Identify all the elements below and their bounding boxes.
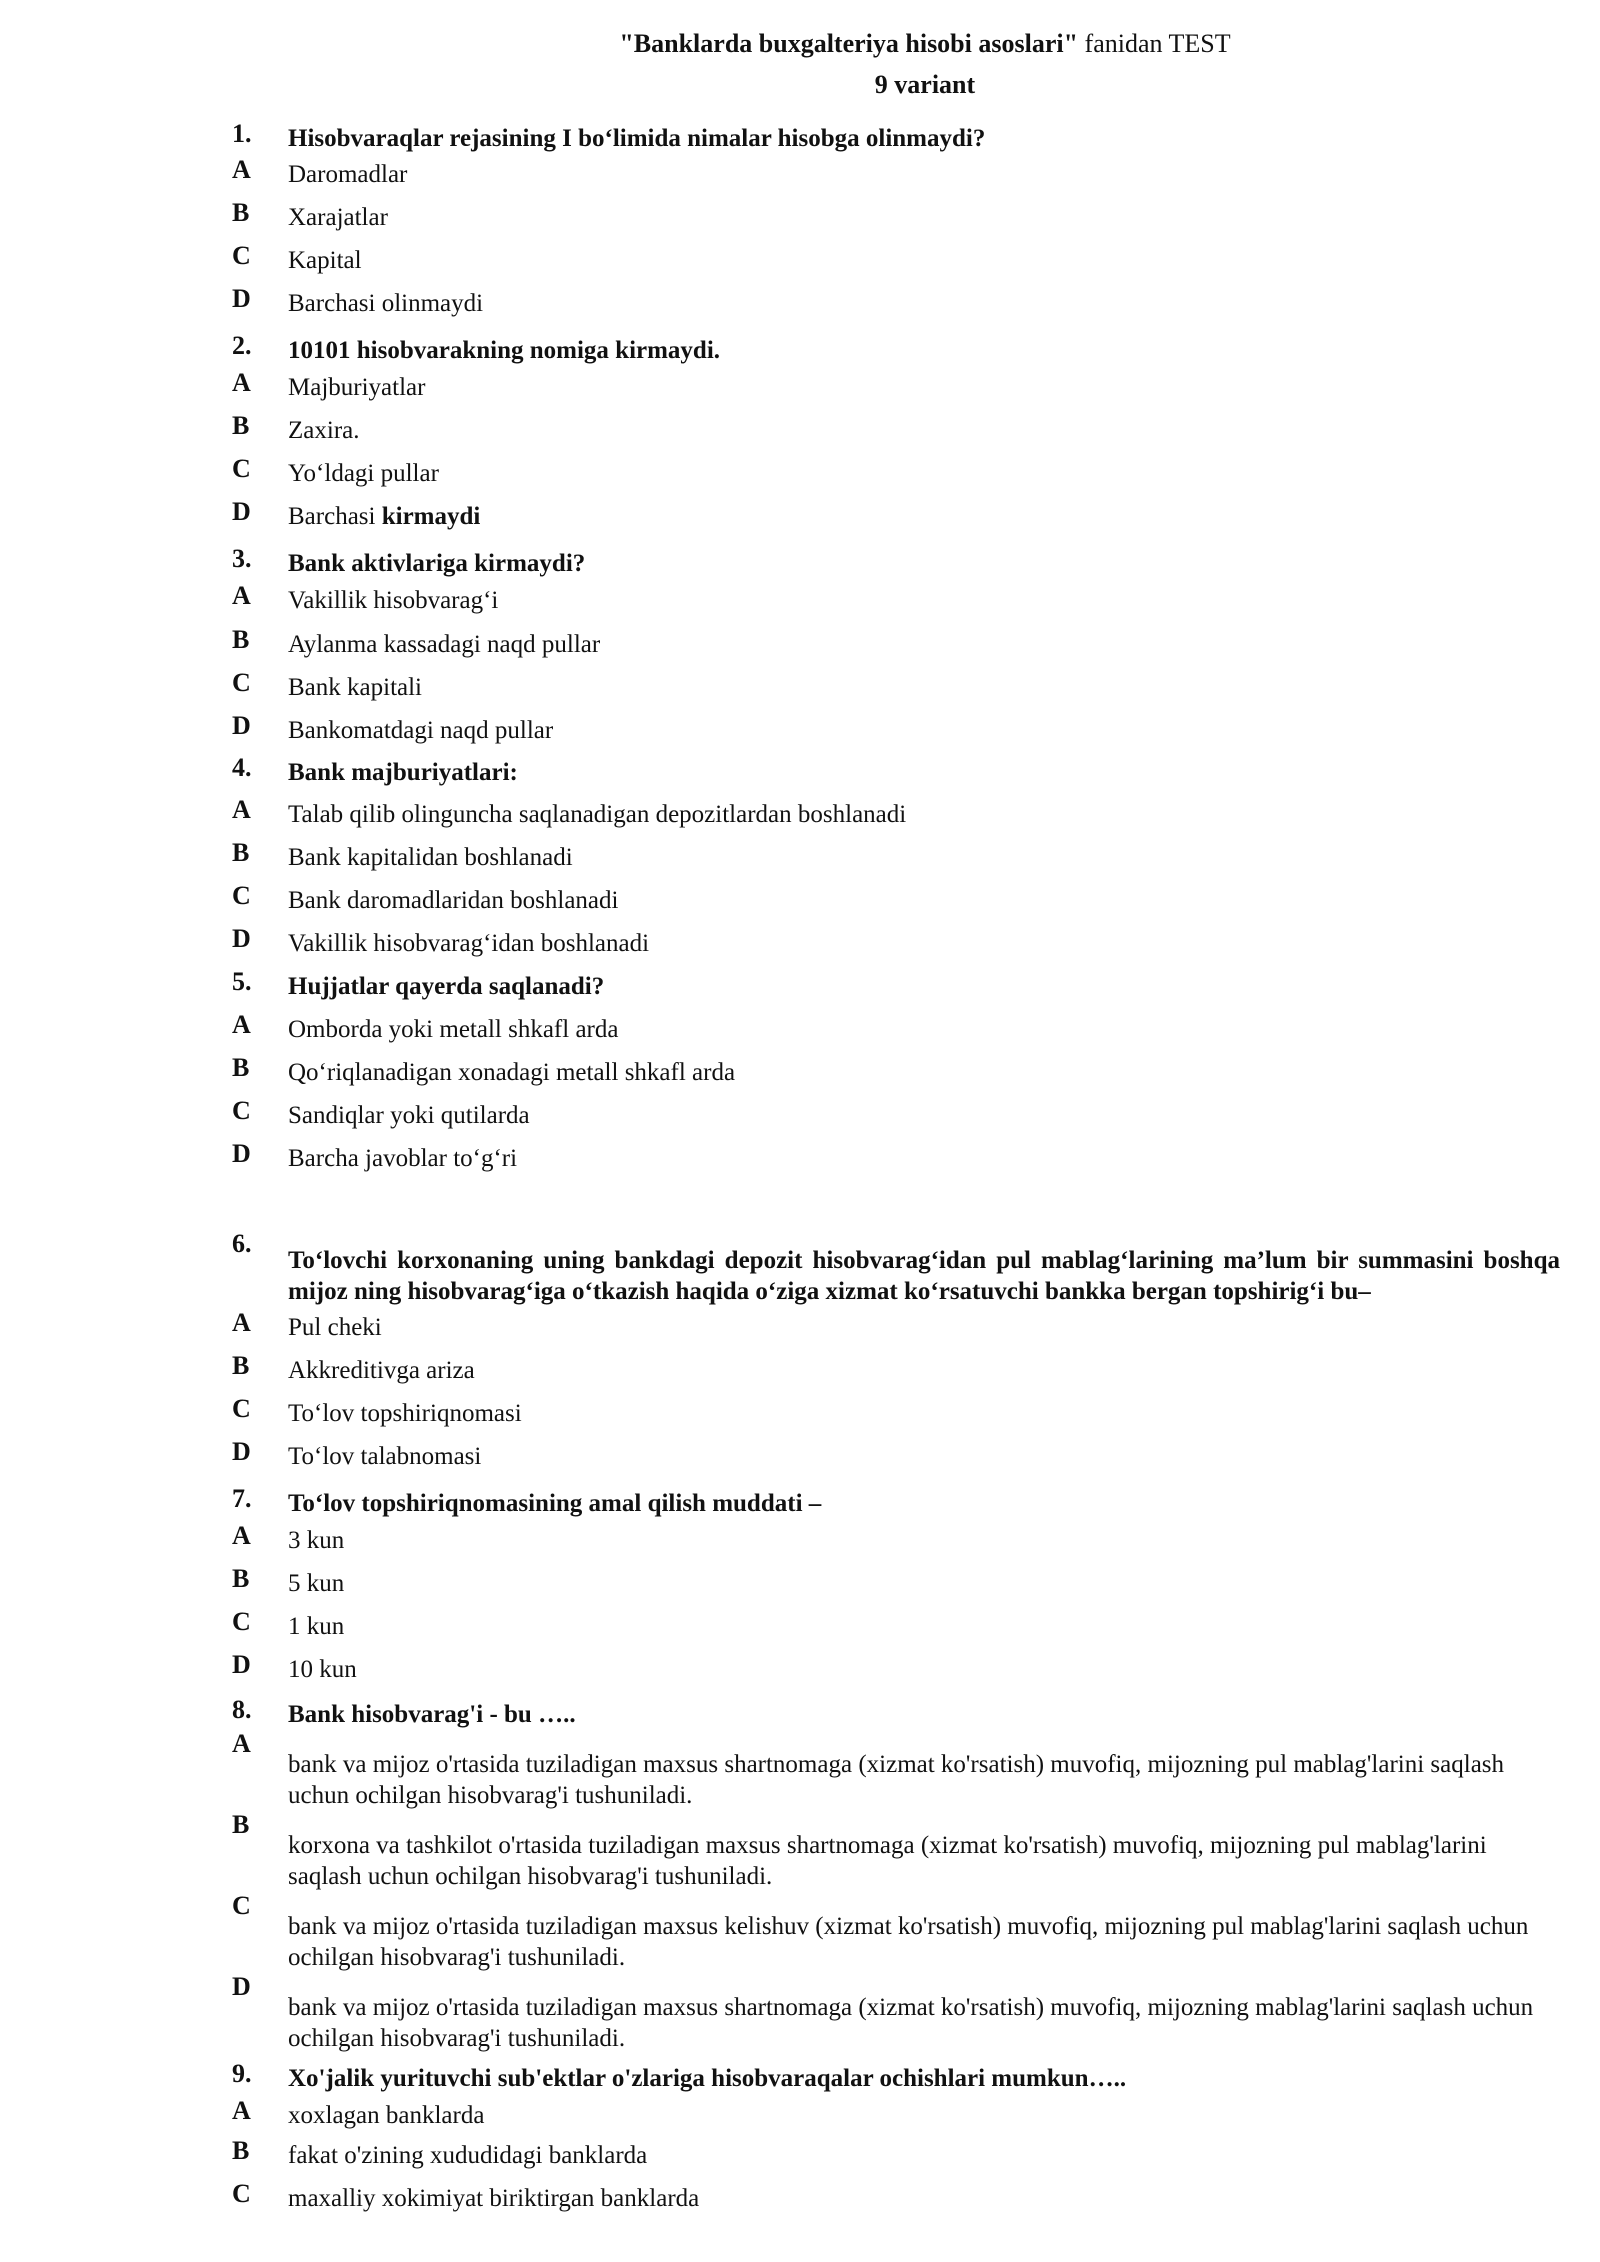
- option-text: Yo‘ldagi pullar: [288, 460, 439, 487]
- option-text: Vakillik hisobvarag‘i: [288, 587, 499, 614]
- option-text: Bank daromadlaridan boshlanadi: [288, 887, 619, 914]
- option-letter: D: [232, 497, 251, 526]
- question-number: 9.: [232, 2059, 252, 2088]
- option-letter: A: [232, 1308, 251, 1337]
- option-letter: A: [232, 1521, 251, 1550]
- option-letter: A: [232, 2096, 251, 2125]
- option-text: xoxlagan banklarda: [288, 2102, 485, 2129]
- option-letter: C: [232, 1607, 251, 1636]
- question-text: Bank aktivlariga kirmaydi?: [288, 550, 586, 577]
- page-title: [0, 28, 1600, 61]
- option-letter: D: [232, 1972, 251, 2001]
- option-text: maxalliy xokimiyat biriktirgan banklarda: [288, 2185, 700, 2212]
- title-rest: fanidan TEST: [1078, 29, 1231, 58]
- option-letter: A: [232, 1729, 251, 1758]
- option-text: Aylanma kassadagi naqd pullar: [288, 631, 601, 658]
- question-text: Bank hisobvarag'i - bu …..: [288, 1701, 576, 1728]
- question-text: Hisobvaraqlar rejasining I bo‘limida nimalar hisobga olinmaydi?: [288, 125, 986, 152]
- option-text: Bankomatdagi naqd pullar: [288, 717, 554, 744]
- option-text: Vakillik hisobvarag‘idan boshlanadi: [288, 930, 650, 957]
- option-text: 10 kun: [288, 1656, 357, 1683]
- option-text: Sandiqlar yoki qutilarda: [288, 1102, 530, 1129]
- option-text: Bank kapitali: [288, 674, 422, 701]
- option-text: Qo‘riqlanadigan xonadagi metall shkafl arda: [288, 1059, 736, 1086]
- question-number: 2.: [232, 331, 252, 360]
- question-number: 6.: [232, 1229, 252, 1258]
- option-letter: B: [232, 1564, 250, 1593]
- option-text: Barcha javoblar to‘g‘ri: [288, 1145, 518, 1172]
- option-text: korxona va tashkilot o'rtasida tuziladigan maxsus shartnomaga (xizmat ko'rsatish) muvofiq, mijozning pul mablag'larini saqlash uchun ochilgan hisobvarag'i tushuniladi.: [288, 1832, 1487, 1890]
- question-text: Hujjatlar qayerda saqlanadi?: [288, 973, 605, 1000]
- option-text: Talab qilib olinguncha saqlanadigan depozitlardan boshlanadi: [288, 801, 907, 828]
- option-letter: C: [232, 1394, 251, 1423]
- option-letter: D: [232, 711, 251, 740]
- option-letter: D: [232, 1437, 251, 1466]
- variant-label: 9 variant: [874, 70, 976, 99]
- option-letter: B: [232, 1053, 250, 1082]
- option-text: Majburiyatlar: [288, 374, 426, 401]
- option-letter: D: [232, 1650, 251, 1679]
- question-number: 5.: [232, 967, 252, 996]
- option-text: Akkreditivga ariza: [288, 1357, 475, 1384]
- variant-title: [0, 69, 1600, 102]
- option-letter: C: [232, 1891, 251, 1920]
- option-text: 3 kun: [288, 1527, 345, 1554]
- option-letter: B: [232, 2136, 250, 2165]
- option-letter: A: [232, 1010, 251, 1039]
- option-text: [288, 501, 1560, 532]
- option-text: Zaxira.: [288, 417, 360, 444]
- option-letter: B: [232, 1810, 250, 1839]
- option-text: Omborda yoki metall shkafl arda: [288, 1016, 619, 1043]
- option-text: Barchasi olinmaydi: [288, 290, 484, 317]
- option-letter: A: [232, 795, 251, 824]
- option-text: To‘lov topshiriqnomasi: [288, 1400, 522, 1427]
- question-text: 10101 hisobvarakning nomiga kirmaydi.: [288, 337, 721, 364]
- question-number: 1.: [232, 119, 252, 148]
- option-text: Kapital: [288, 247, 362, 274]
- option-text: bank va mijoz o'rtasida tuziladigan maxsus shartnomaga (xizmat ko'rsatish) muvofiq, mijozning pul mablag'larini saqlash uchun ochilgan hisobvarag'i tushuniladi.: [288, 1751, 1505, 1809]
- option-text-regular: Barchasi: [288, 503, 382, 530]
- question-text: To‘lovchi korxonaning uning bankdagi depozit hisobvarag‘idan pul mablag‘larining ma’lum bir summasini boshqa mijoz ning hisobvarag‘iga o‘tkazish haqida o‘ziga xizmat ko‘rsatuvchi bankka bergan topshirig‘i bu–: [288, 1247, 1560, 1306]
- option-letter: B: [232, 411, 250, 440]
- option-letter: D: [232, 284, 251, 313]
- option-text: To‘lov talabnomasi: [288, 1443, 482, 1470]
- option-letter: C: [232, 241, 251, 270]
- question-text: Xo'jalik yurituvchi sub'ektlar o'zlariga hisobvaraqalar ochishlari mumkun…..: [288, 2065, 1127, 2092]
- option-text-bold: kirmaydi: [381, 503, 481, 530]
- question-number: 8.: [232, 1695, 252, 1724]
- option-text: Bank kapitalidan boshlanadi: [288, 844, 573, 871]
- title-subject: "Banklarda buxgalteriya hisobi asoslari": [619, 29, 1079, 58]
- question-number: 7.: [232, 1484, 252, 1513]
- option-letter: C: [232, 2179, 251, 2208]
- question-number: 4.: [232, 753, 252, 782]
- option-text: bank va mijoz o'rtasida tuziladigan maxsus kelishuv (xizmat ko'rsatish) muvofiq, mijozning pul mablag'larini saqlash uchun ochilgan hisobvarag'i tushuniladi.: [288, 1913, 1529, 1971]
- option-letter: B: [232, 198, 250, 227]
- option-text: Pul cheki: [288, 1314, 382, 1341]
- option-letter: B: [232, 838, 250, 867]
- question-text: Bank majburiyatlari:: [288, 759, 518, 786]
- question-text: To‘lov topshiriqnomasining amal qilish muddati –: [288, 1490, 822, 1517]
- option-text: Xarajatlar: [288, 204, 388, 231]
- option-letter: C: [232, 668, 251, 697]
- option-letter: B: [232, 1351, 250, 1380]
- option-text: 5 kun: [288, 1570, 345, 1597]
- question-number: 3.: [232, 544, 252, 573]
- option-letter: D: [232, 1139, 251, 1168]
- option-letter: C: [232, 881, 251, 910]
- option-text: fakat o'zining xududidagi banklarda: [288, 2142, 648, 2169]
- option-letter: A: [232, 581, 251, 610]
- option-text: bank va mijoz o'rtasida tuziladigan maxsus shartnomaga (xizmat ko'rsatish) muvofiq, mijozning mablag'larini saqlash uchun ochilgan hisobvarag'i tushuniladi.: [288, 1994, 1534, 2052]
- option-letter: A: [232, 368, 251, 397]
- option-letter: D: [232, 924, 251, 953]
- option-text: 1 kun: [288, 1613, 345, 1640]
- option-letter: C: [232, 1096, 251, 1125]
- option-letter: A: [232, 155, 251, 184]
- option-letter: C: [232, 454, 251, 483]
- option-letter: B: [232, 625, 250, 654]
- option-text: Daromadlar: [288, 161, 408, 188]
